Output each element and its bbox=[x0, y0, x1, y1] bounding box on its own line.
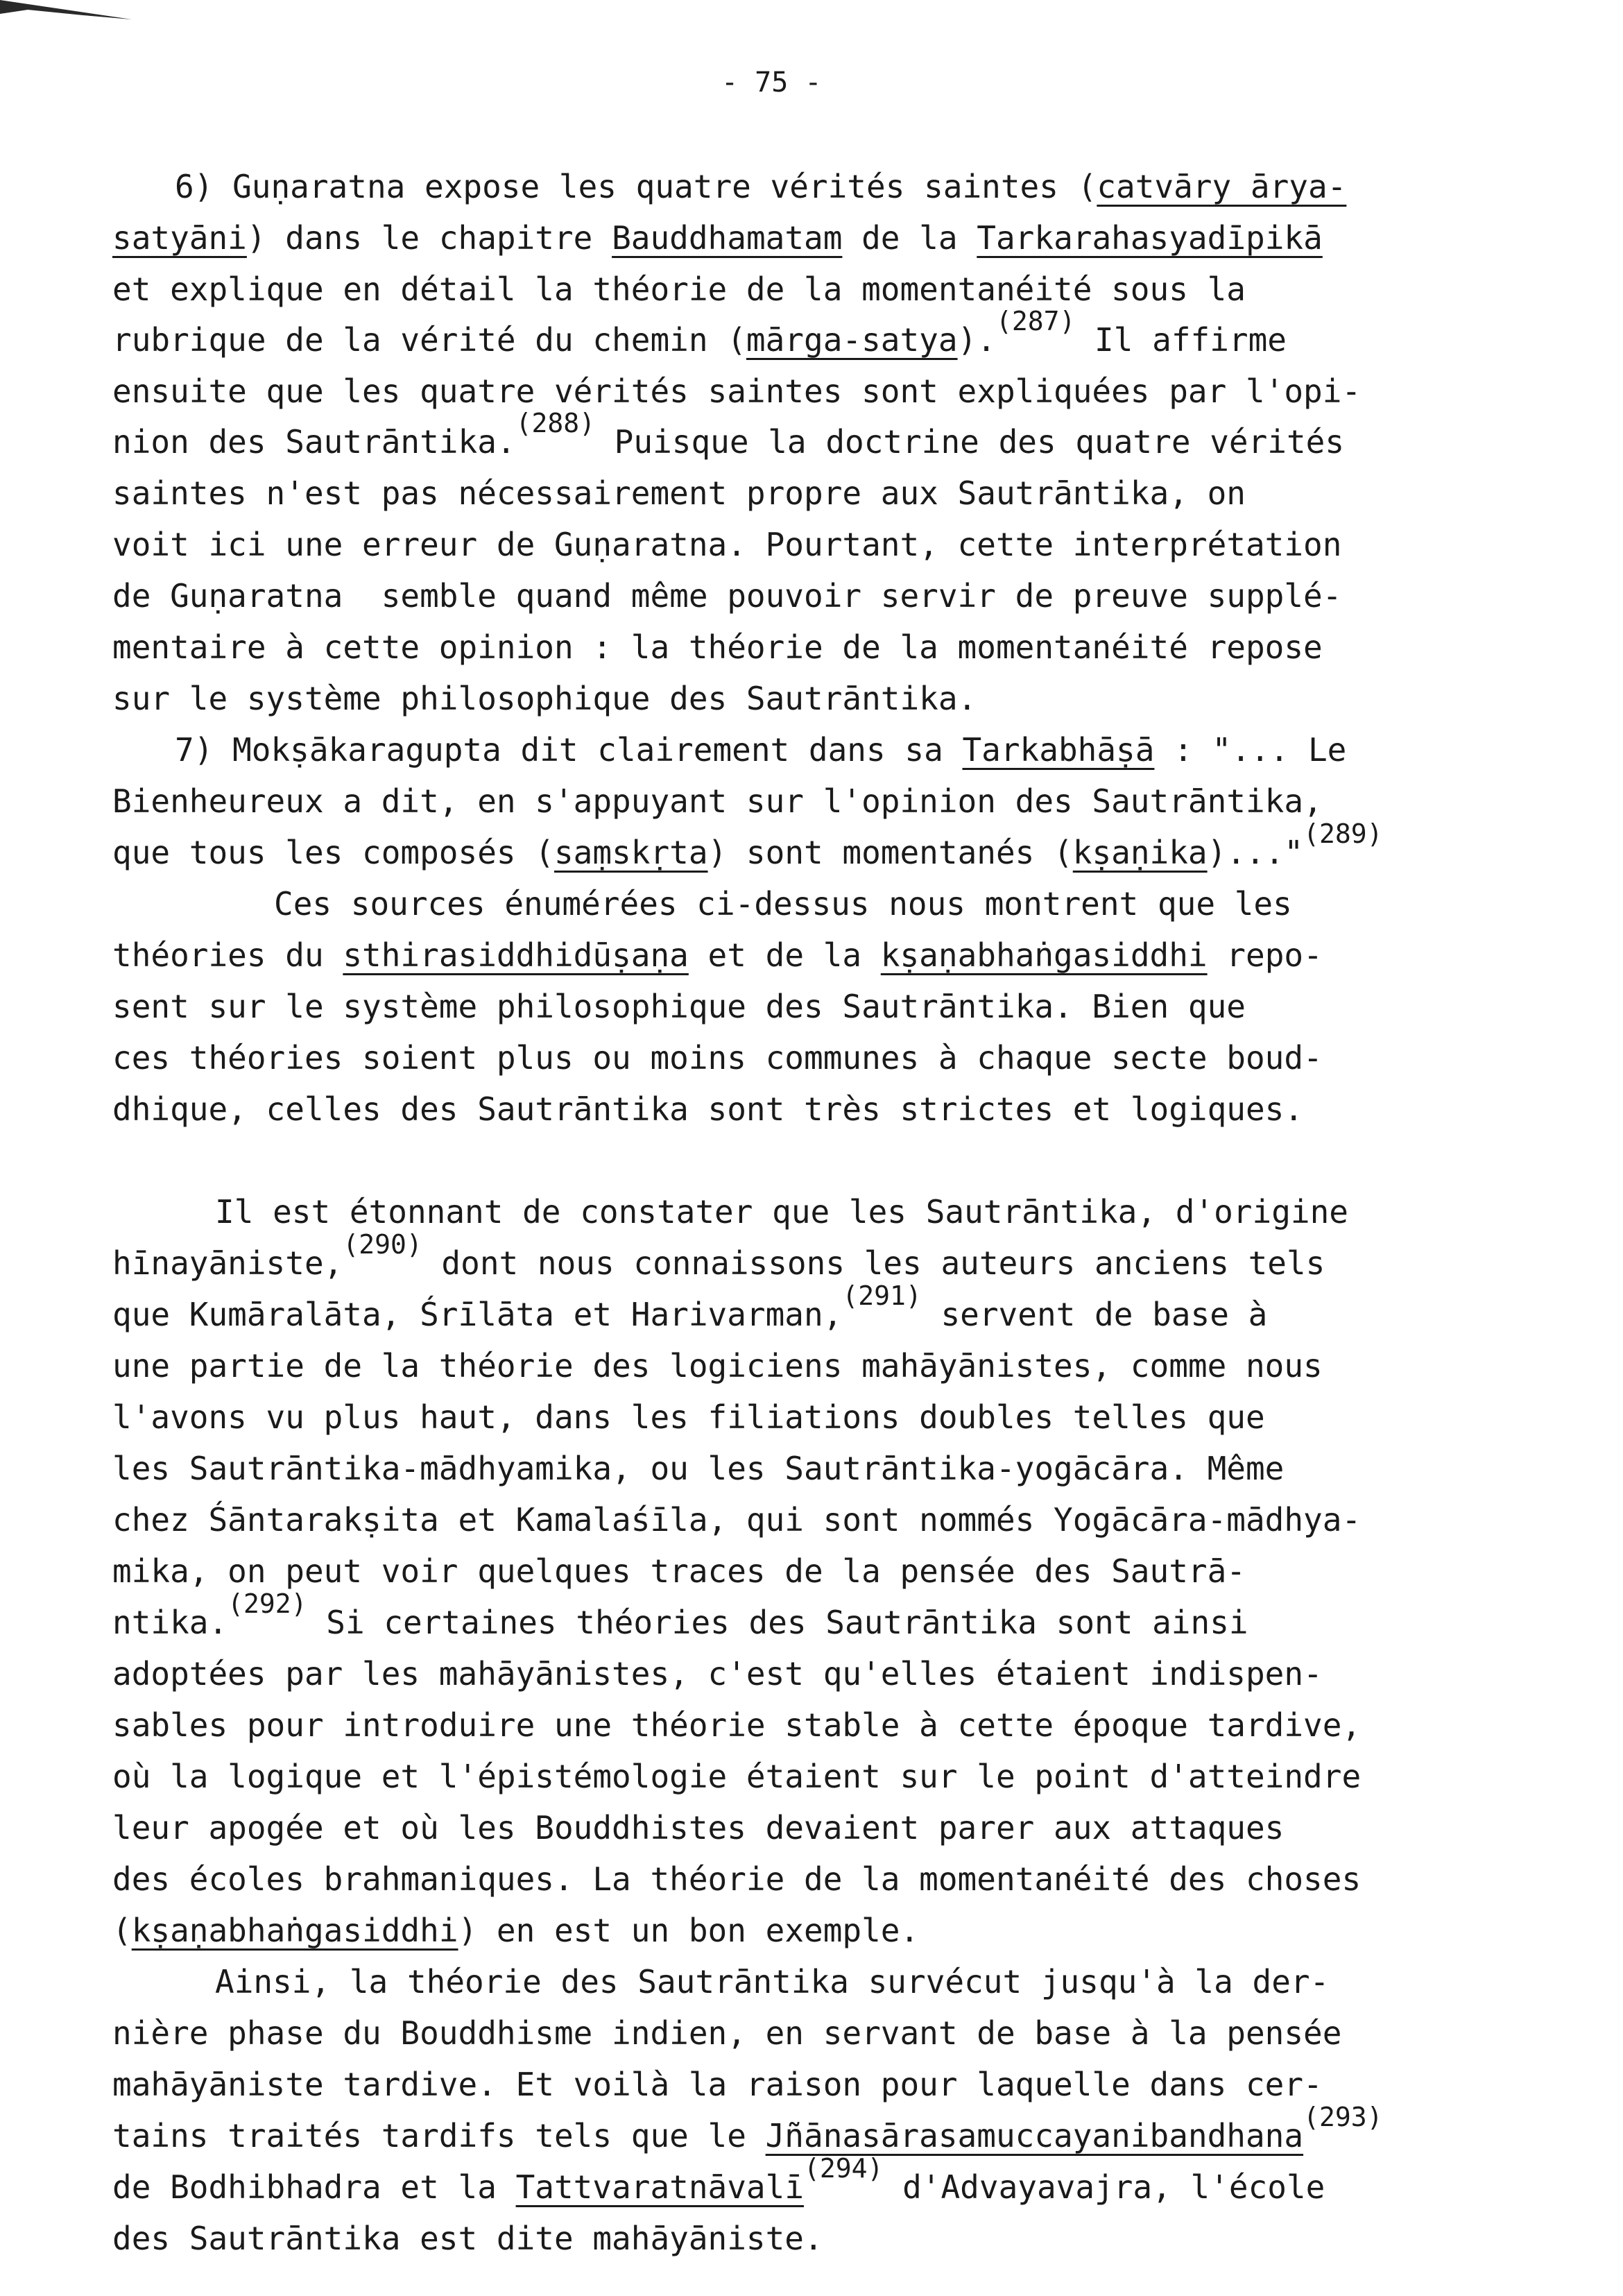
text-line: nion des Sautrāntika.$^{(288)}$ Puisque la doctrine des quatre vérités bbox=[112, 408, 1345, 461]
text-line: satyāni) dans le chapitre Bauddhamatam de la Tarkarahasyadīpikā bbox=[112, 219, 1323, 257]
text-line: sur le système philosophique des Sautrāntika. bbox=[112, 680, 977, 717]
footnote-ref: (287) bbox=[995, 306, 1076, 336]
text-line: tains traités tardifs tels que le Jñānasārasamuccayanibandhana$^{(293)}$ bbox=[112, 2102, 1383, 2154]
text-line: que tous les composés (saṃskṛta) sont momentanés (kṣaṇika)..."$^{(289)}$ bbox=[112, 819, 1383, 871]
text-line: de Guṇaratna semble quand même pouvoir servir de preuve supplé- bbox=[112, 577, 1342, 615]
text-line: mahāyāniste tardive. Et voilà la raison pour laquelle dans cer- bbox=[112, 2066, 1323, 2103]
text-line: 7) Mokṣākaragupta dit clairement dans sa Tarkabhāṣā : "... Le bbox=[175, 731, 1347, 769]
scan-corner-mark bbox=[0, 0, 139, 42]
text-line: théories du sthirasiddhidūṣaṇa et de la kṣaṇabhaṅgasiddhi repo- bbox=[112, 936, 1323, 974]
text-line: les Sautrāntika-mādhyamika, ou les Sautrāntika-yogācāra. Même bbox=[112, 1450, 1285, 1487]
text-line: (kṣaṇabhaṅgasiddhi) en est un bon exemple. bbox=[112, 1912, 920, 1949]
text-line: rubrique de la vérité du chemin (mārga-satya).$^{(287)}$ Il affirme bbox=[112, 306, 1287, 359]
text-line: adoptées par les mahāyānistes, c'est qu'elles étaient indispen- bbox=[112, 1655, 1323, 1693]
text-line: ntika.$^{(292)}$ Si certaines théories des Sautrāntika sont ainsi bbox=[112, 1588, 1248, 1641]
text-line: que Kumāralāta, Śrīlāta et Harivarman,$^{(291)}$ servent de base à bbox=[112, 1280, 1268, 1333]
text-line: l'avons vu plus haut, dans les filiations doubles telles que bbox=[112, 1398, 1265, 1436]
footnote-ref: (290) bbox=[343, 1229, 422, 1260]
text-line: sables pour introduire une théorie stable à cette époque tardive, bbox=[112, 1706, 1362, 1744]
text-line: Il est étonnant de constater que les Sautrāntika, d'origine bbox=[215, 1193, 1348, 1231]
text-line: voit ici une erreur de Guṇaratna. Pourtant, cette interprétation bbox=[112, 526, 1342, 563]
text-line: de Bodhibhadra et la Tattvaratnāvalī$^{(294)}$ d'Advayavajra, l'école bbox=[112, 2153, 1325, 2206]
text-line: leur apogée et où les Bouddhistes devaient parer aux attaques bbox=[112, 1809, 1285, 1847]
footnote-ref: (291) bbox=[842, 1280, 922, 1311]
text-line: des Sautrāntika est dite mahāyāniste. bbox=[112, 2220, 823, 2257]
text-line: mentaire à cette opinion : la théorie de la momentanéité repose bbox=[112, 628, 1323, 666]
text-line: dhique, celles des Sautrāntika sont très strictes et logiques. bbox=[112, 1090, 1304, 1128]
text-line: Bienheureux a dit, en s'appuyant sur l'opinion des Sautrāntika, bbox=[112, 782, 1323, 820]
text-line: des écoles brahmaniques. La théorie de la momentanéité des choses bbox=[112, 1860, 1362, 1898]
text-line: hīnayāniste,$^{(290)}$ dont nous connaissons les auteurs anciens tels bbox=[112, 1229, 1325, 1282]
text-line: nière phase du Bouddhisme indien, en servant de base à la pensée bbox=[112, 2014, 1342, 2052]
text-line: saintes n'est pas nécessairement propre aux Sautrāntika, on bbox=[112, 474, 1246, 512]
text-line: Ces sources énumérées ci-dessus nous montrent que les bbox=[274, 885, 1292, 923]
text-line: une partie de la théorie des logiciens mahāyānistes, comme nous bbox=[112, 1347, 1323, 1385]
text-line: sent sur le système philosophique des Sautrāntika. Bien que bbox=[112, 988, 1246, 1025]
footnote-ref: (293) bbox=[1303, 2102, 1383, 2132]
text-line: chez Śāntarakṣita et Kamalaśīla, qui sont nommés Yogācāra-mādhya- bbox=[112, 1501, 1362, 1539]
page-number: - 75 - bbox=[721, 67, 822, 98]
text-line: ensuite que les quatre vérités saintes sont expliquées par l'opi- bbox=[112, 372, 1362, 410]
footnote-ref: (289) bbox=[1303, 819, 1383, 849]
text-line: et explique en détail la théorie de la momentanéité sous la bbox=[112, 271, 1246, 308]
footnote-ref: (294) bbox=[804, 2153, 884, 2184]
footnote-ref: (292) bbox=[227, 1588, 307, 1619]
text-line: Ainsi, la théorie des Sautrāntika survécut jusqu'à la der- bbox=[215, 1963, 1330, 2001]
text-line: ces théories soient plus ou moins communes à chaque secte boud- bbox=[112, 1039, 1323, 1077]
text-line: 6) Guṇaratna expose les quatre vérités saintes (catvāry ārya- bbox=[175, 168, 1347, 205]
footnote-ref: (288) bbox=[515, 408, 595, 438]
text-line: où la logique et l'épistémologie étaient sur le point d'atteindre bbox=[112, 1758, 1362, 1795]
text-line: mika, on peut voir quelques traces de la pensée des Sautrā- bbox=[112, 1552, 1246, 1590]
